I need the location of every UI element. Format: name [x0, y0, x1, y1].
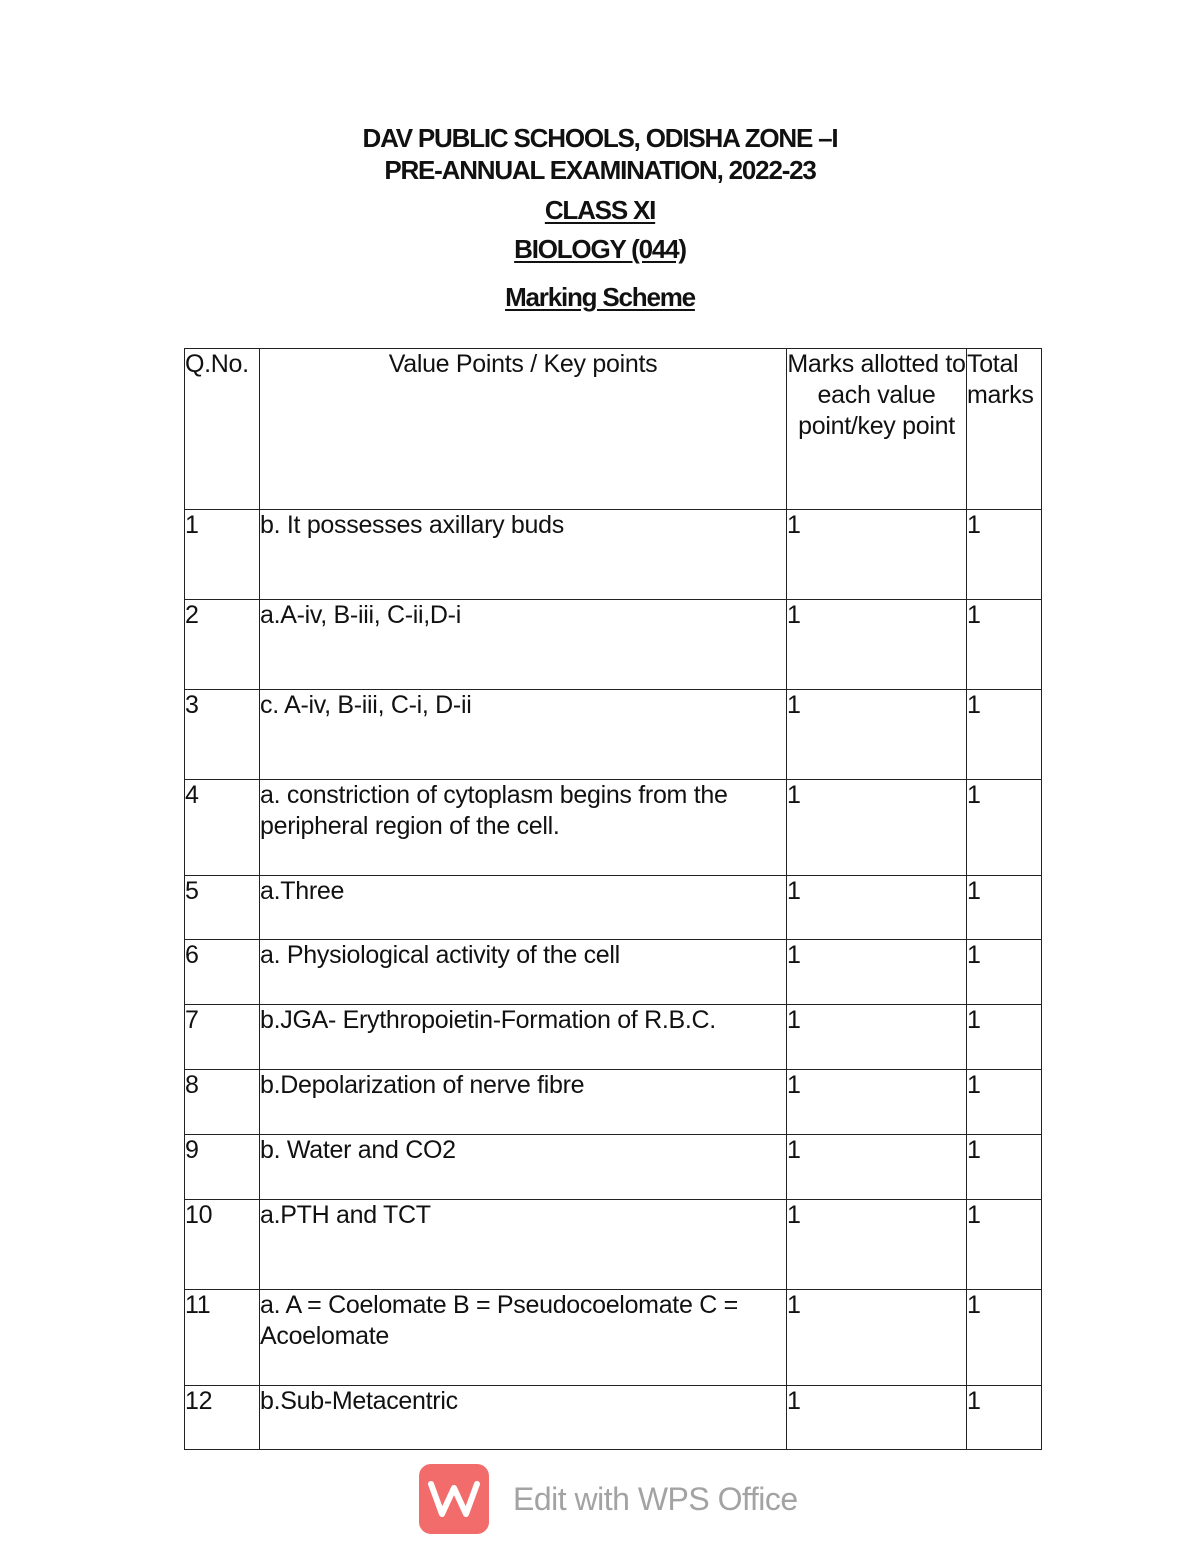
header-marks-allotted: Marks allotted to each value point/key point [787, 349, 967, 510]
qno-cell: 8 [185, 1070, 260, 1135]
answer-cell: b.Depolarization of nerve fibre [260, 1070, 787, 1135]
answer-cell: a. A = Coelomate B = Pseudocoelomate C = Acoelomate [260, 1290, 787, 1386]
total-cell: 1 [967, 1200, 1042, 1290]
table-row [185, 1386, 1042, 1450]
qno-cell: 3 [185, 690, 260, 780]
header-value-points: Value Points / Key points [260, 349, 787, 510]
table-row [185, 876, 1042, 940]
qno-cell: 1 [185, 510, 260, 600]
school-name: DAV PUBLIC SCHOOLS, ODISHA ZONE –I [362, 123, 838, 153]
marks-cell: 1 [787, 876, 967, 940]
marks-cell: 1 [787, 690, 967, 780]
table-row [185, 1200, 1042, 1290]
total-cell: 1 [967, 510, 1042, 600]
document-header [0, 122, 1200, 313]
table-row [185, 510, 1042, 600]
answer-cell: a. Physiological activity of the cell [260, 940, 787, 1005]
qno-cell: 5 [185, 876, 260, 940]
marks-cell: 1 [787, 940, 967, 1005]
qno-cell: 11 [185, 1290, 260, 1386]
total-cell: 1 [967, 1070, 1042, 1135]
wps-watermark-text[interactable]: Edit with WPS Office [513, 1480, 798, 1517]
marks-cell: 1 [787, 780, 967, 876]
total-cell: 1 [967, 940, 1042, 1005]
table-row [185, 1005, 1042, 1070]
qno-cell: 12 [185, 1386, 260, 1450]
qno-cell: 6 [185, 940, 260, 1005]
header-total-marks: Total marks [967, 349, 1042, 510]
answer-cell: b. Water and CO2 [260, 1135, 787, 1200]
total-cell: 1 [967, 1005, 1042, 1070]
total-cell: 1 [967, 1386, 1042, 1450]
table-row [185, 1070, 1042, 1135]
qno-cell: 4 [185, 780, 260, 876]
wps-watermark[interactable] [419, 1464, 798, 1534]
table-row [185, 600, 1042, 690]
answer-cell: c. A-iv, B-iii, C-i, D-ii [260, 690, 787, 780]
marks-cell: 1 [787, 1070, 967, 1135]
answer-cell: b.Sub-Metacentric [260, 1386, 787, 1450]
answer-cell: b.JGA- Erythropoietin-Formation of R.B.C. [260, 1005, 787, 1070]
total-cell: 1 [967, 780, 1042, 876]
marks-cell: 1 [787, 1005, 967, 1070]
qno-cell: 7 [185, 1005, 260, 1070]
marks-cell: 1 [787, 600, 967, 690]
marking-scheme-table [184, 348, 1042, 1450]
header-qno: Q.No. [185, 349, 260, 510]
answer-cell: a.Three [260, 876, 787, 940]
document-title: Marking Scheme [505, 282, 695, 312]
marks-cell: 1 [787, 1200, 967, 1290]
answer-cell: a.A-iv, B-iii, C-ii,D-i [260, 600, 787, 690]
table-row [185, 1135, 1042, 1200]
exam-name: PRE-ANNUAL EXAMINATION, 2022-23 [384, 155, 816, 185]
class-label: CLASS XI [544, 195, 656, 225]
qno-cell: 9 [185, 1135, 260, 1200]
table-row [185, 940, 1042, 1005]
total-cell: 1 [967, 876, 1042, 940]
wps-office-logo-icon[interactable] [419, 1464, 489, 1534]
table-row [185, 1290, 1042, 1386]
total-cell: 1 [967, 1290, 1042, 1386]
marks-cell: 1 [787, 1290, 967, 1386]
qno-cell: 2 [185, 600, 260, 690]
marks-cell: 1 [787, 1386, 967, 1450]
total-cell: 1 [967, 600, 1042, 690]
answer-cell: a.PTH and TCT [260, 1200, 787, 1290]
qno-cell: 10 [185, 1200, 260, 1290]
marks-cell: 1 [787, 510, 967, 600]
total-cell: 1 [967, 1135, 1042, 1200]
table-row [185, 690, 1042, 780]
subject-label: BIOLOGY (044) [514, 234, 686, 264]
wps-w-glyph-icon [428, 1479, 480, 1519]
answer-cell: a. constriction of cytoplasm begins from the peripheral region of the cell. [260, 780, 787, 876]
table-row [185, 780, 1042, 876]
marks-cell: 1 [787, 1135, 967, 1200]
answer-cell: b. It possesses axillary buds [260, 510, 787, 600]
table-header-row [185, 349, 1042, 510]
total-cell: 1 [967, 690, 1042, 780]
